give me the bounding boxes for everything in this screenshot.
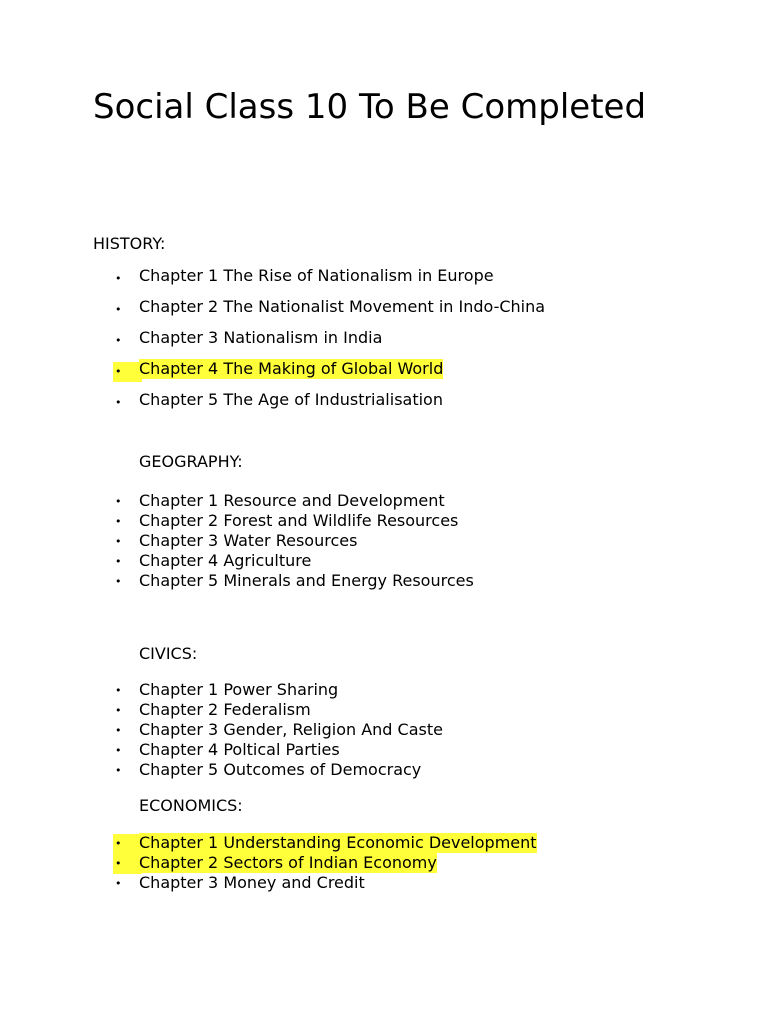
list-item-text: Chapter 1 Power Sharing [139,680,339,699]
list-item-text: Chapter 3 Money and Credit [139,873,365,892]
bullet-icon: • [115,764,122,777]
list-item-text: Chapter 3 Gender, Religion And Caste [139,720,443,739]
list-item-text: Chapter 3 Nationalism in India [139,328,383,347]
history-heading: HISTORY: [93,234,166,253]
bullet-icon: • [115,334,122,347]
list-item-text: Chapter 3 Water Resources [139,531,358,550]
list-item-text: Chapter 2 Federalism [139,700,311,719]
list-item-text: Chapter 2 Sectors of Indian Economy [139,853,437,872]
list-item-text: Chapter 5 The Age of Industrialisation [139,390,443,409]
bullet-icon: • [115,555,122,568]
bullet-icon: • [113,854,142,874]
bullet-icon: • [113,362,142,382]
document-title: Social Class 10 To Be Completed [93,87,647,127]
list-item-text: Chapter 1 The Rise of Nationalism in Europe [139,266,494,285]
list-item-text: Chapter 5 Outcomes of Democracy [139,760,422,779]
list-item-text: Chapter 4 The Making of Global World [139,359,444,378]
bullet-icon: • [113,834,142,854]
economics-heading: ECONOMICS: [139,796,243,815]
list-item-text: Chapter 1 Resource and Development [139,491,445,510]
bullet-icon: • [115,684,122,697]
bullet-icon: • [115,877,122,890]
list-item-text: Chapter 4 Agriculture [139,551,312,570]
bullet-icon: • [115,495,122,508]
bullet-icon: • [115,535,122,548]
bullet-icon: • [115,744,122,757]
bullet-icon: • [115,575,122,588]
list-item-text: Chapter 4 Poltical Parties [139,740,340,759]
list-item-text: Chapter 2 The Nationalist Movement in Indo-China [139,297,546,316]
geography-heading: GEOGRAPHY: [139,452,243,471]
list-item-text: Chapter 5 Minerals and Energy Resources [139,571,474,590]
bullet-icon: • [115,724,122,737]
list-item-text: Chapter 2 Forest and Wildlife Resources [139,511,459,530]
bullet-icon: • [115,704,122,717]
bullet-icon: • [115,396,122,409]
civics-heading: CIVICS: [139,644,198,663]
list-item-text: Chapter 1 Understanding Economic Development [139,833,537,852]
bullet-icon: • [115,303,122,316]
bullet-icon: • [115,272,122,285]
bullet-icon: • [115,515,122,528]
